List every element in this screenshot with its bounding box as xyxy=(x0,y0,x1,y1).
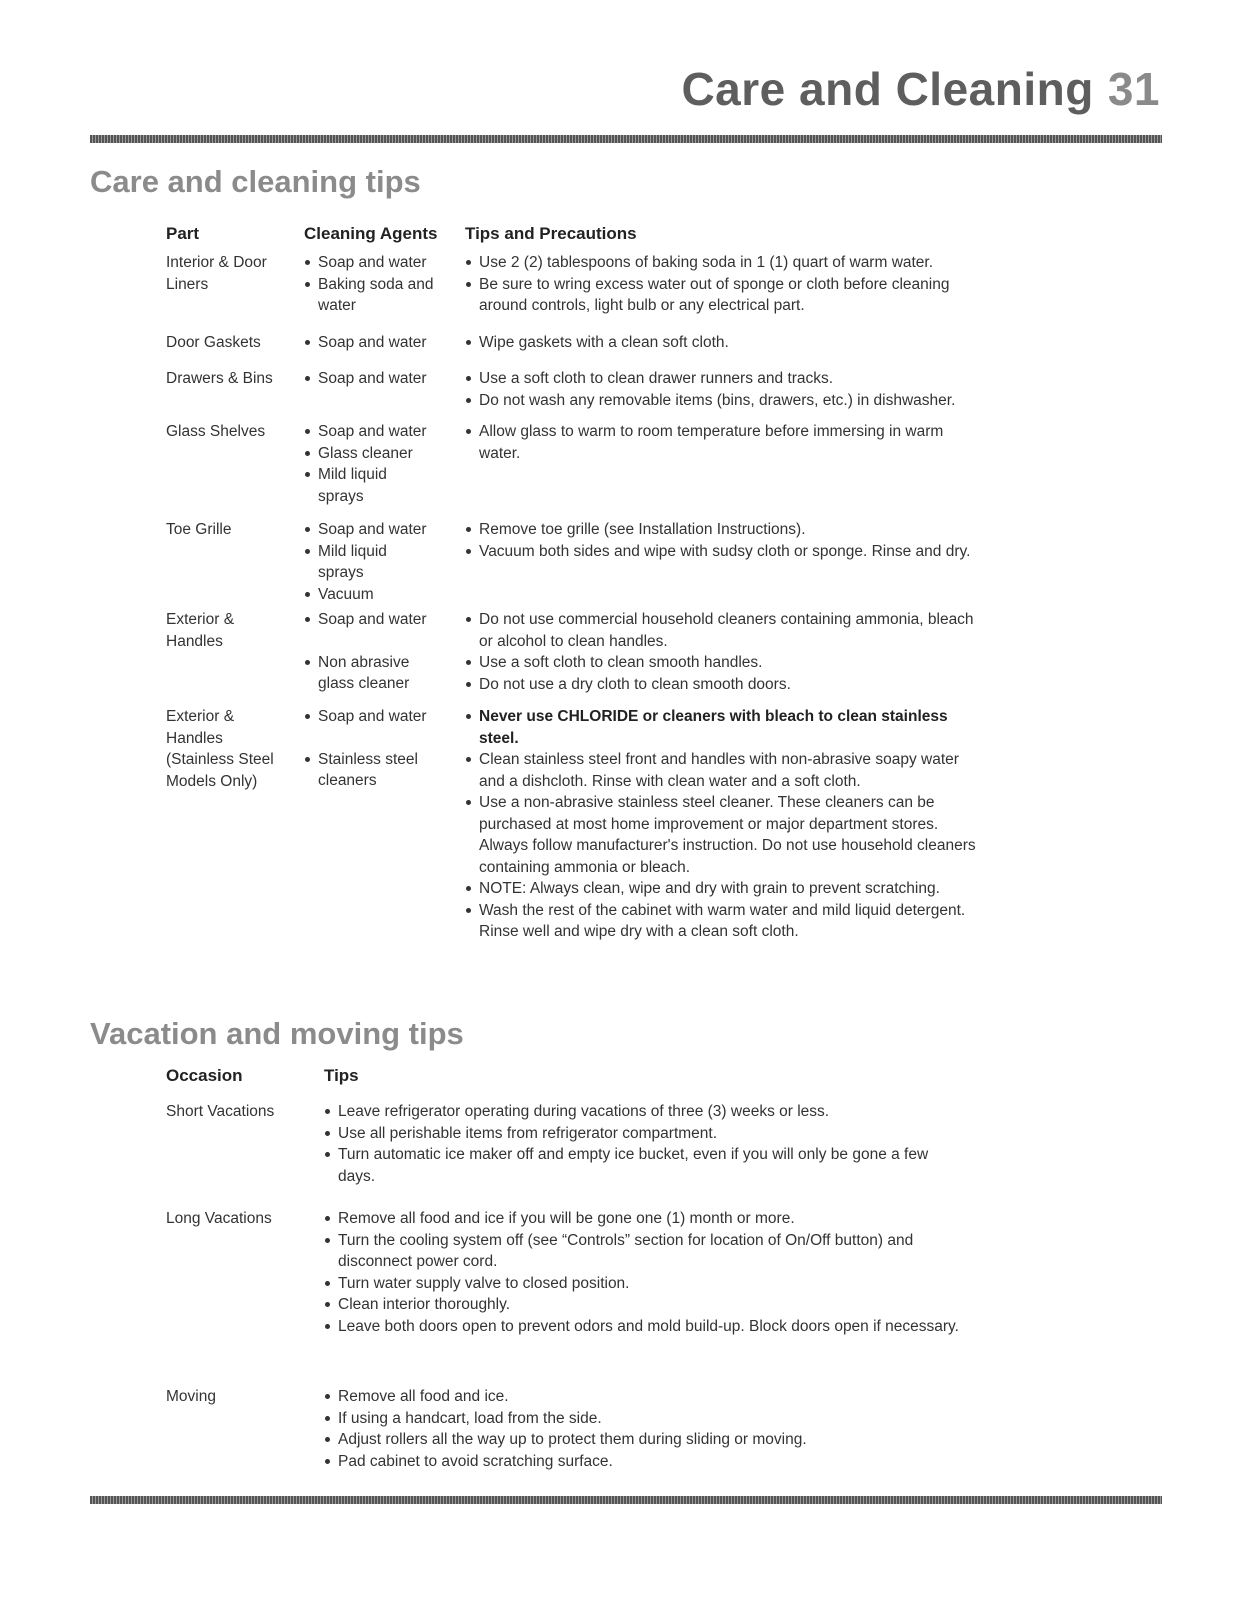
tip-item: Clean stainless steel front and handles with non-abrasive soapy water and a dishcloth. Rinse with clean water and a soft cloth. xyxy=(465,749,985,792)
agent-item: Mild liquid sprays xyxy=(304,464,408,507)
agent-item: Glass cleaner xyxy=(304,443,429,465)
tip-item: Allow glass to warm to room temperature before immersing in warm water. xyxy=(465,421,985,464)
part-line: Interior & Door xyxy=(166,254,267,271)
care-row-tips xyxy=(465,421,985,464)
vacation-tip-item: Remove all food and ice. xyxy=(324,1386,964,1408)
care-row-agents xyxy=(304,368,454,390)
part-line: Handles xyxy=(166,632,223,650)
tip-item: NOTE: Always clean, wipe and dry with grain to prevent scratching. xyxy=(465,878,985,900)
agent-item: Mild liquid sprays xyxy=(304,541,408,584)
care-row-part xyxy=(166,706,294,792)
care-row-agents xyxy=(304,421,429,507)
header-title: Care and Cleaning xyxy=(681,63,1094,115)
part-line: Models Only) xyxy=(166,772,258,790)
agent-item: Soap and water xyxy=(304,252,454,274)
agent-item: Soap and water xyxy=(304,368,454,390)
column-header-part: Part xyxy=(166,224,200,243)
agent-item: Soap and water xyxy=(304,421,429,443)
tip-item: Wipe gaskets with a clean soft cloth. xyxy=(465,332,985,354)
part-line: Door Gaskets xyxy=(166,334,261,351)
tip-item: Be sure to wring excess water out of sponge or cloth before cleaning around controls, light bulb or any electrical part. xyxy=(465,274,985,317)
agent-item: Soap and water xyxy=(304,706,429,728)
part-line: Handles xyxy=(166,729,223,747)
vacation-tip-item: Leave both doors open to prevent odors and mold build-up. Block doors open if necessary. xyxy=(324,1316,964,1338)
care-row-agents xyxy=(304,706,429,792)
care-row-agents xyxy=(304,609,429,695)
part-line: (Stainless Steel xyxy=(166,751,274,768)
page-number: 31 xyxy=(1107,63,1160,115)
vacation-tip-item: Clean interior thoroughly. xyxy=(324,1294,964,1316)
part-line: Liners xyxy=(166,275,209,293)
tip-item: Do not use commercial household cleaners containing ammonia, bleach or alcohol to clean handles. xyxy=(465,609,985,652)
agent-item: Soap and water xyxy=(304,332,454,354)
page-header xyxy=(560,62,1160,116)
care-row-agents xyxy=(304,252,454,317)
care-row-tips xyxy=(465,332,985,354)
care-row-tips xyxy=(465,519,985,562)
agent-item: Stainless steel cleaners xyxy=(304,749,428,792)
agent-item: Soap and water xyxy=(304,519,429,541)
vacation-tip-item: Pad cabinet to avoid scratching surface. xyxy=(324,1451,964,1473)
care-row-part xyxy=(166,421,294,443)
tip-item: Use 2 (2) tablespoons of baking soda in 1 (1) quart of warm water. xyxy=(465,252,985,274)
care-row-tips xyxy=(465,368,985,411)
vacation-tip-item: Use all perishable items from refrigerator compartment. xyxy=(324,1123,964,1145)
care-row-agents xyxy=(304,519,429,605)
agent-item: Soap and water xyxy=(304,609,429,631)
care-row-tips xyxy=(465,609,985,695)
tip-item: Vacuum both sides and wipe with sudsy cloth or sponge. Rinse and dry. xyxy=(465,541,985,563)
tip-item-warning: Never use CHLORIDE or cleaners with bleach to clean stainless steel. xyxy=(465,706,985,749)
tip-item: Use a soft cloth to clean smooth handles. xyxy=(465,652,985,674)
part-line: Drawers & Bins xyxy=(166,370,273,387)
column-header-occasion: Occasion xyxy=(166,1066,243,1085)
care-row-part xyxy=(166,609,294,652)
care-row-part xyxy=(166,332,294,354)
vacation-tip-item: If using a handcart, load from the side. xyxy=(324,1408,964,1430)
vacation-section-title: Vacation and moving tips xyxy=(90,1016,464,1051)
vacation-tip-item: Remove all food and ice if you will be gone one (1) month or more. xyxy=(324,1208,964,1230)
care-row-tips xyxy=(465,252,985,317)
tip-item: Do not wash any removable items (bins, drawers, etc.) in dishwasher. xyxy=(465,390,985,412)
occasion-label: Short Vacations xyxy=(166,1103,275,1120)
vacation-tip-item: Turn water supply valve to closed position. xyxy=(324,1273,964,1295)
agent-item: Baking soda and water xyxy=(304,274,454,317)
column-header-vacation-tips: Tips xyxy=(324,1066,359,1085)
footer-rule xyxy=(90,1496,1162,1504)
part-line: Exterior & xyxy=(166,708,235,725)
vacation-tip-item: Turn automatic ice maker off and empty ice bucket, even if you will only be gone a few days. xyxy=(324,1144,964,1187)
care-row-part xyxy=(166,368,294,390)
vacation-tips-list xyxy=(324,1101,964,1187)
agent-item: Non abrasive glass cleaner xyxy=(304,652,429,695)
care-row-tips xyxy=(465,706,985,943)
tip-item: Use a non-abrasive stainless steel cleaner. These cleaners can be purchased at most home improvement or major department stores. Always follow manufacturer's instruction. Do not use household cleaners containing ammonia or bleach. xyxy=(465,792,985,878)
part-line: Toe Grille xyxy=(166,521,232,538)
tip-item: Wash the rest of the cabinet with warm water and mild liquid detergent. Rinse well and wipe dry with a clean soft cloth. xyxy=(465,900,985,943)
part-line: Exterior & xyxy=(166,611,235,628)
occasion-label: Moving xyxy=(166,1388,216,1405)
tip-item: Use a soft cloth to clean drawer runners and tracks. xyxy=(465,368,985,390)
care-row-part xyxy=(166,252,294,295)
care-row-agents xyxy=(304,332,454,354)
tip-item: Remove toe grille (see Installation Instructions). xyxy=(465,519,985,541)
vacation-tip-item: Turn the cooling system off (see “Controls” section for location of On/Off button) and disconnect power cord. xyxy=(324,1230,964,1273)
occasion-label: Long Vacations xyxy=(166,1210,272,1227)
agent-item: Vacuum xyxy=(304,584,429,606)
column-header-tips: Tips and Precautions xyxy=(465,224,637,243)
vacation-tip-item: Leave refrigerator operating during vacations of three (3) weeks or less. xyxy=(324,1101,964,1123)
column-header-agents: Cleaning Agents xyxy=(304,224,438,243)
vacation-tip-item: Adjust rollers all the way up to protect them during sliding or moving. xyxy=(324,1429,964,1451)
care-section-title: Care and cleaning tips xyxy=(90,164,421,199)
care-row-part xyxy=(166,519,294,541)
part-line: Glass Shelves xyxy=(166,423,266,440)
vacation-tips-list xyxy=(324,1386,964,1472)
tip-item: Do not use a dry cloth to clean smooth doors. xyxy=(465,674,985,696)
header-rule xyxy=(90,135,1162,143)
vacation-tips-list xyxy=(324,1208,964,1337)
